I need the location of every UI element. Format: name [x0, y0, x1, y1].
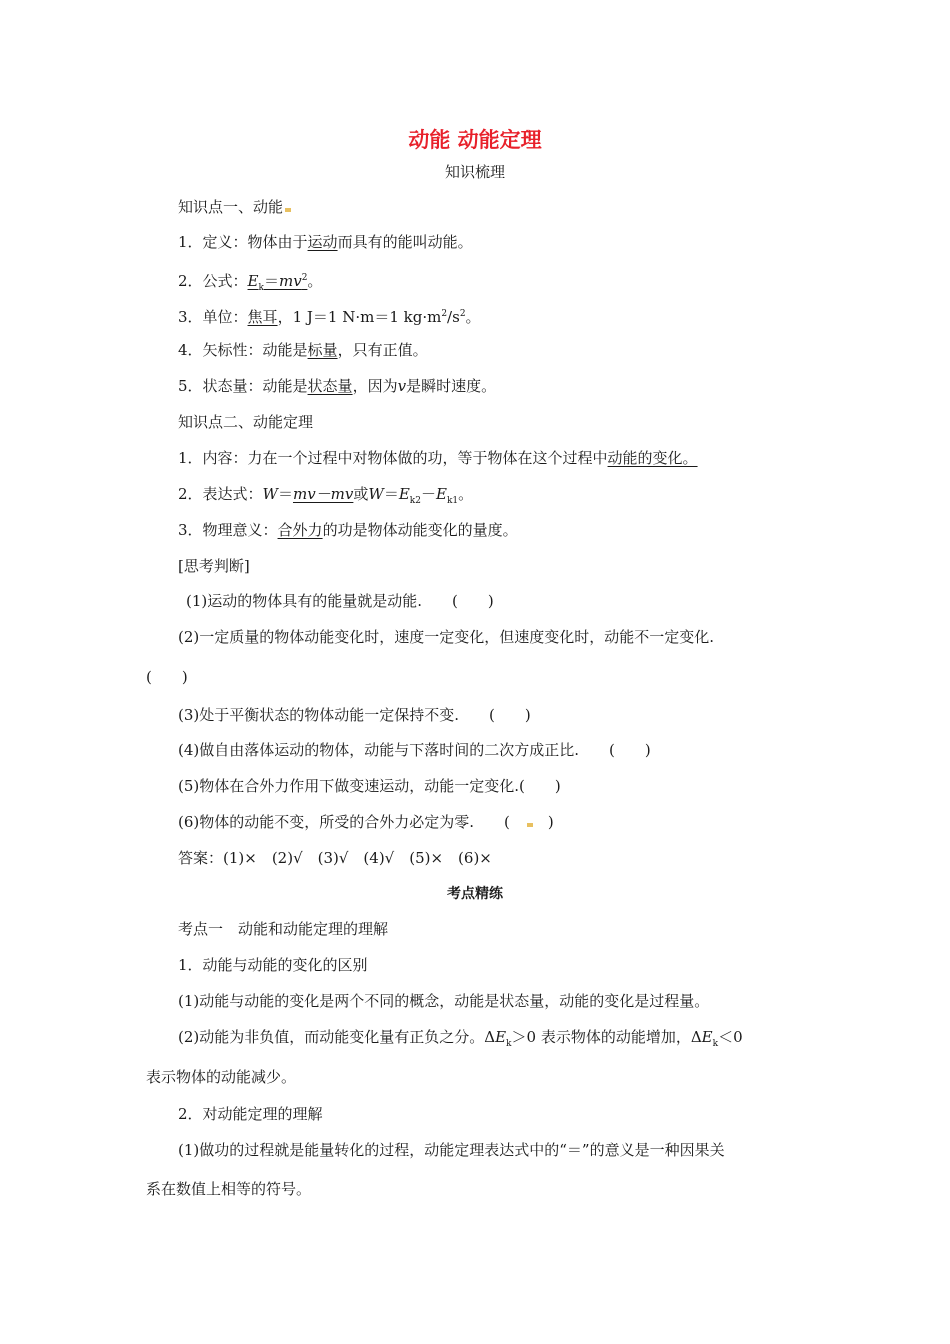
judge-item-4: (4)做自由落体运动的物体，动能与下落时间的二次方成正比. ( )	[178, 741, 651, 759]
subscript-k2: k2	[409, 496, 421, 506]
equals: ＝	[263, 272, 279, 290]
text: ，只有正值。	[337, 341, 428, 359]
symbol-E: E	[495, 1028, 507, 1046]
judge-item-2: (2)一定质量的物体动能变化时，速度一定变化，但速度变化时，动能不一定变化.	[178, 628, 715, 646]
k1-heading: 考点一 动能和动能定理的理解	[178, 920, 389, 938]
text: 1．内容：力在一个过程中对物体做的功，等于物体在这个过程中	[178, 449, 608, 467]
superscript: 2	[459, 309, 466, 319]
kp1-line-definition	[178, 232, 473, 252]
highlight-mark	[285, 208, 291, 212]
page-title: 动能 动能定理	[408, 128, 542, 152]
underlined-answer: 动能的变化。	[607, 449, 698, 467]
text: 或	[353, 485, 369, 503]
subscript-k1: k1	[446, 496, 459, 506]
text: ，1 J＝1 N·m＝1 kg·m	[277, 308, 442, 326]
text: 。	[465, 308, 481, 326]
minus: －	[420, 485, 436, 503]
subscript-k: k	[506, 1039, 512, 1049]
kp1-line-scalar	[178, 340, 428, 360]
text: /s	[447, 308, 460, 326]
superscript-2: 2	[301, 273, 308, 283]
judge-heading: [思考判断]	[178, 557, 250, 575]
k1-para-3-cont: 系在数值上相等的符号。	[146, 1180, 312, 1198]
section-heading-knowledge: 知识梳理	[444, 163, 505, 181]
text: (2)动能为非负值，而动能变化量有正负之分。Δ	[178, 1028, 496, 1046]
answer-line: 答案：(1)× (2)√ (3)√ (4)√ (5)× (6)×	[178, 849, 492, 867]
text: (6)物体的动能不变，所受的合外力必定为零. (	[178, 813, 525, 831]
judge-item-3: (3)处于平衡状态的物体动能一定保持不变. ( )	[178, 706, 531, 724]
text: 2．表达式：	[178, 485, 263, 503]
k1-para-1: (1)动能与动能的变化是两个不同的概念，动能是状态量，动能的变化是过程量。	[178, 992, 710, 1010]
symbol-E: E	[436, 485, 447, 503]
judge-item-6	[178, 812, 554, 832]
underlined-answer: 焦耳	[247, 308, 278, 326]
underlined-answer: 运动	[307, 233, 338, 251]
symbol-E: E	[398, 485, 410, 503]
underlined-formula	[247, 272, 308, 293]
k1-para-2-cont: 表示物体的动能减少。	[146, 1068, 297, 1086]
subscript-k: k	[258, 283, 264, 293]
text: 5．状态量：动能是	[178, 377, 308, 395]
underlined-answer: 状态量	[307, 377, 353, 395]
text: ＞0 表示物体的动能增加，Δ	[511, 1028, 702, 1046]
judge-item-1: (1)运动的物体具有的能量就是动能. ( )	[186, 592, 494, 610]
underlined-answer: 标量	[307, 341, 338, 359]
text: 3．单位：	[178, 308, 248, 326]
kp1-line-formula	[178, 268, 322, 298]
equals: ＝	[383, 485, 399, 503]
text: 而具有的能叫动能。	[337, 233, 473, 251]
kp2-line-expression	[178, 484, 473, 511]
text: 3．物理意义：	[178, 521, 278, 539]
k1-para-2	[178, 1027, 743, 1054]
text: 2．公式：	[178, 272, 248, 290]
underlined-formula: mv－mv	[292, 485, 354, 503]
kp2-heading: 知识点二、动能定理	[178, 413, 314, 431]
text: 4．矢标性：动能是	[178, 341, 308, 359]
text: 的功是物体动能变化的量度。	[322, 521, 518, 539]
equals: ＝	[277, 485, 293, 503]
kp1-heading-text: 知识点一、动能	[178, 198, 284, 216]
kp2-line-meaning	[178, 520, 518, 540]
text: )	[532, 813, 554, 831]
superscript: 2	[441, 309, 448, 319]
k1-subheading-1: 1．动能与动能的变化的区别	[178, 956, 368, 974]
symbol-v: v	[397, 377, 407, 395]
text: ，因为	[352, 377, 398, 395]
symbol-E: E	[701, 1028, 713, 1046]
judge-item-5: (5)物体在合外力作用下做变速运动，动能一定变化.( )	[178, 777, 561, 795]
text: 。	[458, 485, 474, 503]
text: ＜0	[718, 1028, 743, 1046]
subscript-k: k	[712, 1039, 719, 1049]
kp1-line-state	[178, 376, 496, 396]
symbol-W: W	[368, 485, 384, 503]
k1-para-3: (1)做功的过程就是能量转化的过程，动能定理表达式中的“＝”的意义是一种因果关	[178, 1141, 725, 1159]
k1-subheading-2: 2．对动能定理的理解	[178, 1105, 323, 1123]
text: 1．定义：物体由于	[178, 233, 308, 251]
judge-item-2-cont: ( )	[146, 668, 188, 686]
section-heading-practice: 考点精练	[447, 886, 503, 902]
underlined-answer: 合外力	[277, 521, 323, 539]
text: 是瞬时速度。	[406, 377, 497, 395]
kp1-line-unit	[178, 304, 481, 327]
text: 。	[307, 272, 323, 290]
symbol-mv: mv	[278, 272, 302, 290]
kp2-line-content	[178, 448, 698, 468]
symbol-E: E	[247, 272, 259, 290]
kp1-heading	[178, 197, 291, 217]
symbol-W: W	[262, 485, 278, 503]
